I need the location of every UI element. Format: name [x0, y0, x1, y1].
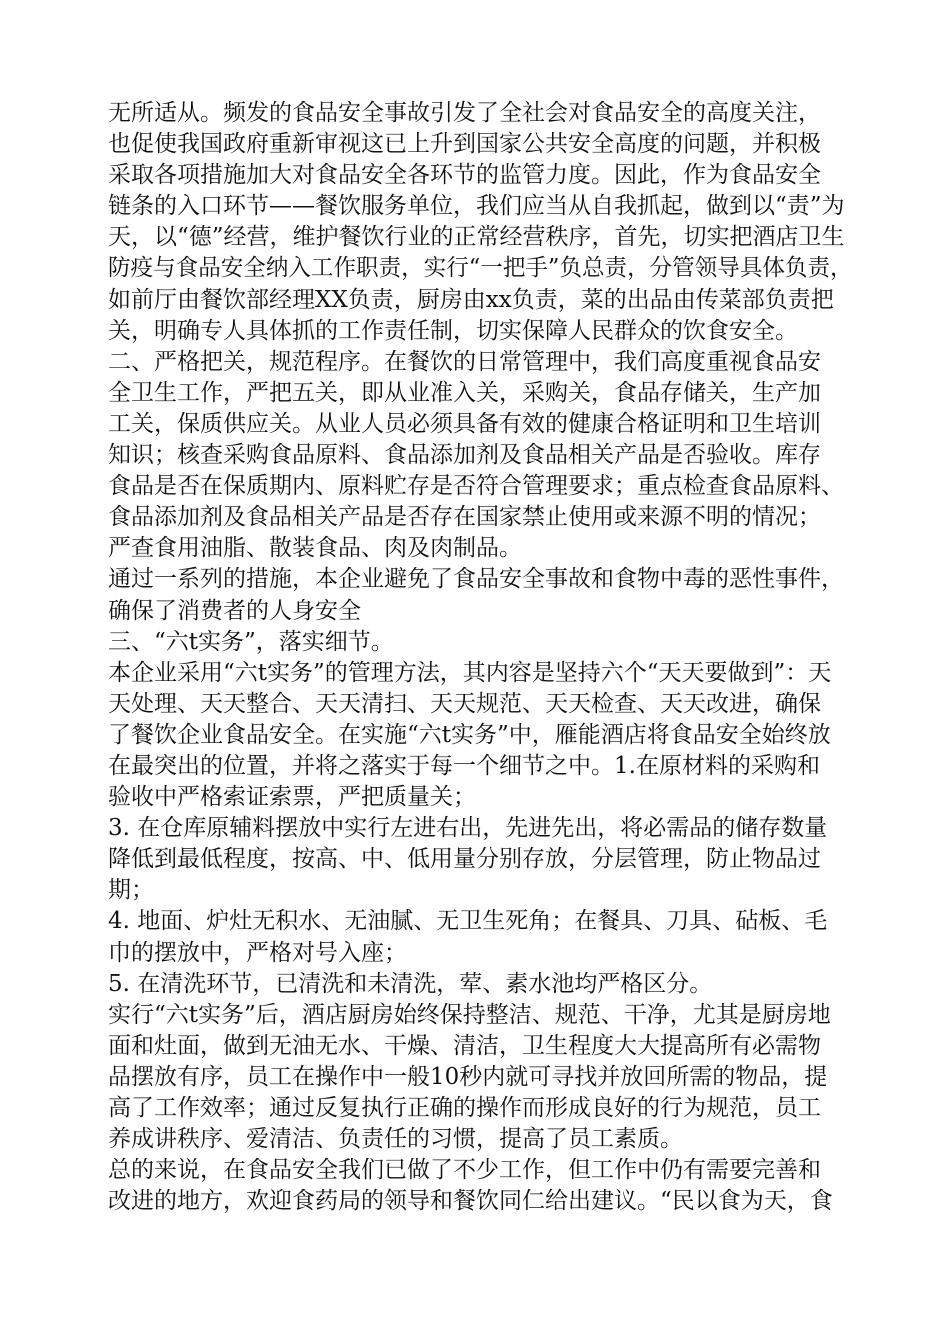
text-line: 总的来说，在食品安全我们已做了不少工作，但工作中仍有需要完善和	[108, 1157, 821, 1184]
text-line: 食品是否在保质期内、原料贮存是否符合管理要求；重点检查食品原料、	[108, 473, 844, 500]
section-heading: 二、严格把关，规范程序。在餐饮的日常管理中，我们高度重视食品安	[108, 348, 821, 375]
text-line: 验收中严格索证索票，严把质量关；	[108, 784, 476, 811]
text-line: 严查食用油脂、散装食品、肉及肉制品。	[108, 535, 522, 562]
text-line: 巾的摆放中，严格对号入座；	[108, 939, 407, 966]
text-line: 面和灶面，做到无油无水、干燥、清洁，卫生程度大大提高所有必需物	[108, 1032, 821, 1059]
text-line: 关，明确专人具体抓的工作责任制，切实保障人民群众的饮食安全。	[108, 317, 798, 344]
text-line: 采取各项措施加大对食品安全各环节的监管力度。因此，作为食品安全	[108, 162, 821, 189]
text-line: 通过一系列的措施，本企业避免了食品安全事故和食物中毒的恶性事件，	[108, 566, 844, 593]
text-line: 链条的入口环节——餐饮服务单位，我们应当从自我抓起，做到以“责”为	[108, 193, 845, 220]
text-line: 知识；核查采购食品原料、食品添加剂及食品相关产品是否验收。库存	[108, 442, 821, 469]
text-line: 工关，保质供应关。从业人员必须具备有效的健康合格证明和卫生培训	[108, 410, 821, 437]
text-line: 养成讲秩序、爱清洁、负责任的习惯，提高了员工素质。	[108, 1126, 683, 1153]
text-line: 实行“六t实务”后，酒店厨房始终保持整洁、规范、干净，尤其是厨房地	[108, 1001, 831, 1028]
text-line: 天，以“德”经营，维护餐饮行业的正常经营秩序，首先，切实把酒店卫生	[108, 224, 845, 251]
text-line: 降低到最低程度，按高、中、低用量分别存放，分层管理，防止物品过	[108, 846, 821, 873]
document-body	[108, 98, 853, 1217]
list-item: 3. 在仓库原辅料摆放中实行左进右出，先进先出，将必需品的储存数量	[108, 815, 828, 842]
text-line: 确保了消费者的人身安全	[108, 597, 361, 624]
text-line: 如前厅由餐饮部经理XX负责，厨房由xx负责，菜的出品由传菜部负责把	[108, 286, 834, 313]
text-line: 期；	[108, 877, 154, 904]
text-line: 品摆放有序，员工在操作中一般10秒内就可寻找并放回所需的物品，提	[108, 1063, 828, 1090]
text-line: 了餐饮企业食品安全。在实施“六t实务”中，雁能酒店将食品安全始终放	[108, 721, 831, 748]
text-line: 防疫与食品安全纳入工作职责，实行“一把手”负总责，分管领导具体负责，	[108, 255, 853, 282]
text-line: 本企业采用“六t实务”的管理方法，其内容是坚持六个“天天要做到”：天	[108, 659, 832, 686]
text-line: 无所适从。频发的食品安全事故引发了全社会对食品安全的高度关注，	[108, 100, 821, 126]
text-line: 高了工作效率；通过反复执行正确的操作而形成良好的行为规范，员工	[108, 1095, 821, 1121]
section-heading: 三、“六t实务”，落实细节。	[108, 628, 394, 655]
list-item: 4. 地面、炉灶无积水、无油腻、无卫生死角；在餐具、刀具、砧板、毛	[108, 908, 828, 935]
text-line: 在最突出的位置，并将之落实于每一个细节之中。1.在原材料的采购和	[108, 752, 820, 779]
text-line: 全卫生工作，严把五关，即从业准入关，采购关，食品存储关，生产加	[108, 379, 821, 406]
text-line: 改进的地方，欢迎食药局的领导和餐饮同仁给出建议。“民以食为天，食	[108, 1188, 833, 1215]
list-item: 5. 在清洗环节，已清洗和未清洗，荤、素水池均严格区分。	[108, 970, 713, 997]
text-line: 食品添加剂及食品相关产品是否存在国家禁止使用或来源不明的情况；	[108, 504, 821, 531]
text-line: 也促使我国政府重新审视这已上升到国家公共安全高度的问题，并积极	[108, 131, 821, 158]
text-line: 天处理、天天整合、天天清扫、天天规范、天天检查、天天改进，确保	[108, 690, 821, 717]
